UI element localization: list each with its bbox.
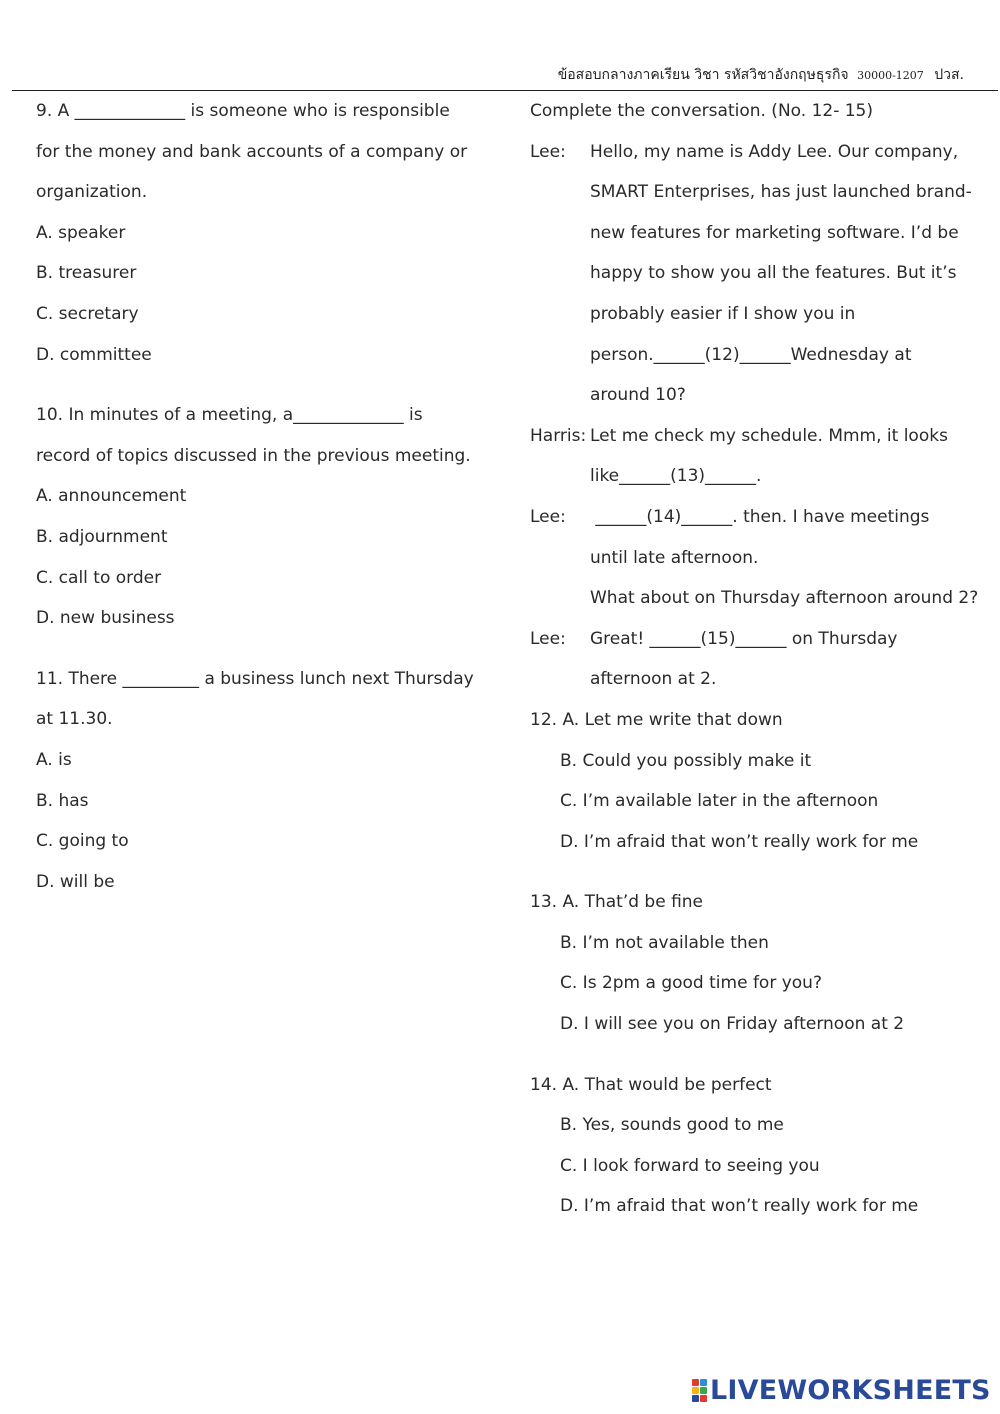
answer-option[interactable]: B. has bbox=[36, 790, 89, 811]
logo-tile bbox=[700, 1387, 707, 1394]
logo-icon bbox=[692, 1379, 707, 1402]
course-code: 30000-1207 bbox=[857, 69, 924, 82]
answer-option[interactable]: D. will be bbox=[36, 871, 115, 892]
answer-option[interactable]: B. Could you possibly make it bbox=[560, 750, 812, 771]
header-level: ปวส. bbox=[934, 67, 964, 83]
dialogue-line-blank-13: like______(13)______. bbox=[590, 466, 762, 487]
dialogue-turn bbox=[530, 132, 978, 173]
answer-option[interactable]: C. I look forward to seeing you bbox=[560, 1155, 820, 1176]
answer-option[interactable]: 13. A. That’d be fine bbox=[530, 892, 704, 913]
answer-option[interactable]: C. I’m available later in the afternoon bbox=[560, 791, 879, 812]
question-text: 9. A _____________ is someone who is responsible bbox=[36, 101, 450, 121]
answer-option[interactable]: C. Is 2pm a good time for you? bbox=[560, 973, 822, 994]
logo-tile bbox=[700, 1379, 707, 1386]
answer-option[interactable]: B. I’m not available then bbox=[560, 932, 769, 953]
dialogue-line: until late afternoon. bbox=[590, 547, 759, 568]
dialogue-turn bbox=[530, 619, 978, 660]
answer-option[interactable]: D. I’m afraid that won’t really work for me bbox=[560, 831, 919, 852]
answer-option[interactable]: A. announcement bbox=[36, 486, 187, 507]
exam-header bbox=[558, 64, 964, 86]
answer-option[interactable]: 14. A. That would be perfect bbox=[530, 1074, 772, 1095]
speaker-label: Lee: bbox=[530, 628, 566, 649]
dialogue-line: probably easier if I show you in bbox=[590, 303, 856, 324]
left-column bbox=[36, 91, 474, 902]
answer-option[interactable]: D. committee bbox=[36, 344, 152, 365]
question-12 bbox=[530, 700, 978, 862]
dialogue-line-blank-12: person.______(12)______Wednesday at bbox=[590, 344, 912, 365]
spacer bbox=[36, 375, 474, 395]
question-text: for the money and bank accounts of a company or bbox=[36, 141, 468, 162]
logo-tile bbox=[692, 1387, 699, 1394]
question-text: 11. There _________ a business lunch next Thursday bbox=[36, 668, 474, 689]
answer-option[interactable]: D. I will see you on Friday afternoon at 2 bbox=[560, 1014, 905, 1035]
conversation-instruction: Complete the conversation. (No. 12- 15) bbox=[530, 101, 874, 121]
dialogue-line: around 10? bbox=[590, 385, 686, 406]
answer-option[interactable]: B. treasurer bbox=[36, 263, 137, 284]
right-column bbox=[530, 91, 978, 1227]
dialogue-line: afternoon at 2. bbox=[590, 669, 717, 690]
conversation bbox=[530, 132, 978, 700]
speaker-label: Harris: bbox=[530, 425, 587, 446]
question-10 bbox=[36, 395, 474, 639]
question-text: organization. bbox=[36, 182, 148, 203]
speaker-label: Lee: bbox=[530, 141, 566, 162]
answer-option[interactable]: C. secretary bbox=[36, 303, 139, 324]
dialogue-line: SMART Enterprises, has just launched brand- bbox=[590, 182, 972, 203]
answer-option[interactable]: A. speaker bbox=[36, 222, 126, 243]
dialogue-line: happy to show you all the features. But it’s bbox=[590, 263, 957, 284]
logo-tile bbox=[692, 1379, 699, 1386]
spacer bbox=[530, 862, 978, 882]
answer-option[interactable]: B. Yes, sounds good to me bbox=[560, 1115, 784, 1136]
spacer bbox=[530, 1045, 978, 1065]
dialogue-line-blank-15: Great! ______(15)______ on Thursday bbox=[590, 628, 898, 649]
question-9 bbox=[36, 91, 474, 375]
question-14 bbox=[530, 1065, 978, 1227]
answer-option[interactable]: C. call to order bbox=[36, 567, 162, 588]
dialogue-line: What about on Thursday afternoon around 2? bbox=[590, 588, 979, 609]
answer-option[interactable]: A. is bbox=[36, 749, 72, 770]
answer-option[interactable]: D. I’m afraid that won’t really work for me bbox=[560, 1196, 919, 1217]
header-title: ข้อสอบกลางภาคเรียน วิชา รหัสวิชาอังกฤษธุรกิจ bbox=[557, 67, 849, 83]
answer-option[interactable]: 12. A. Let me write that down bbox=[530, 709, 783, 730]
question-text: at 11.30. bbox=[36, 709, 113, 730]
spacer bbox=[36, 639, 474, 659]
dialogue-line: new features for marketing software. I’d be bbox=[590, 222, 959, 243]
answer-option[interactable]: C. going to bbox=[36, 831, 129, 852]
dialogue-turn bbox=[530, 416, 978, 457]
answer-option[interactable]: D. new business bbox=[36, 608, 175, 629]
question-text: record of topics discussed in the previous meeting. bbox=[36, 445, 471, 466]
question-11 bbox=[36, 659, 474, 903]
logo-tile bbox=[692, 1395, 699, 1402]
speaker-label: Lee: bbox=[530, 506, 566, 527]
logo-tile bbox=[700, 1395, 707, 1402]
question-text: 10. In minutes of a meeting, a_____________ is bbox=[36, 405, 423, 426]
dialogue-line: Let me check my schedule. Mmm, it looks bbox=[590, 425, 948, 446]
dialogue-line: Hello, my name is Addy Lee. Our company, bbox=[590, 141, 959, 162]
logo-text: LIVEWORKSHEETS bbox=[710, 1374, 991, 1406]
liveworksheets-logo[interactable] bbox=[692, 1376, 991, 1404]
dialogue-line-blank-14: ______(14)______. then. I have meetings bbox=[590, 506, 930, 527]
question-13 bbox=[530, 882, 978, 1044]
dialogue-turn bbox=[530, 497, 978, 538]
answer-option[interactable]: B. adjournment bbox=[36, 526, 168, 547]
